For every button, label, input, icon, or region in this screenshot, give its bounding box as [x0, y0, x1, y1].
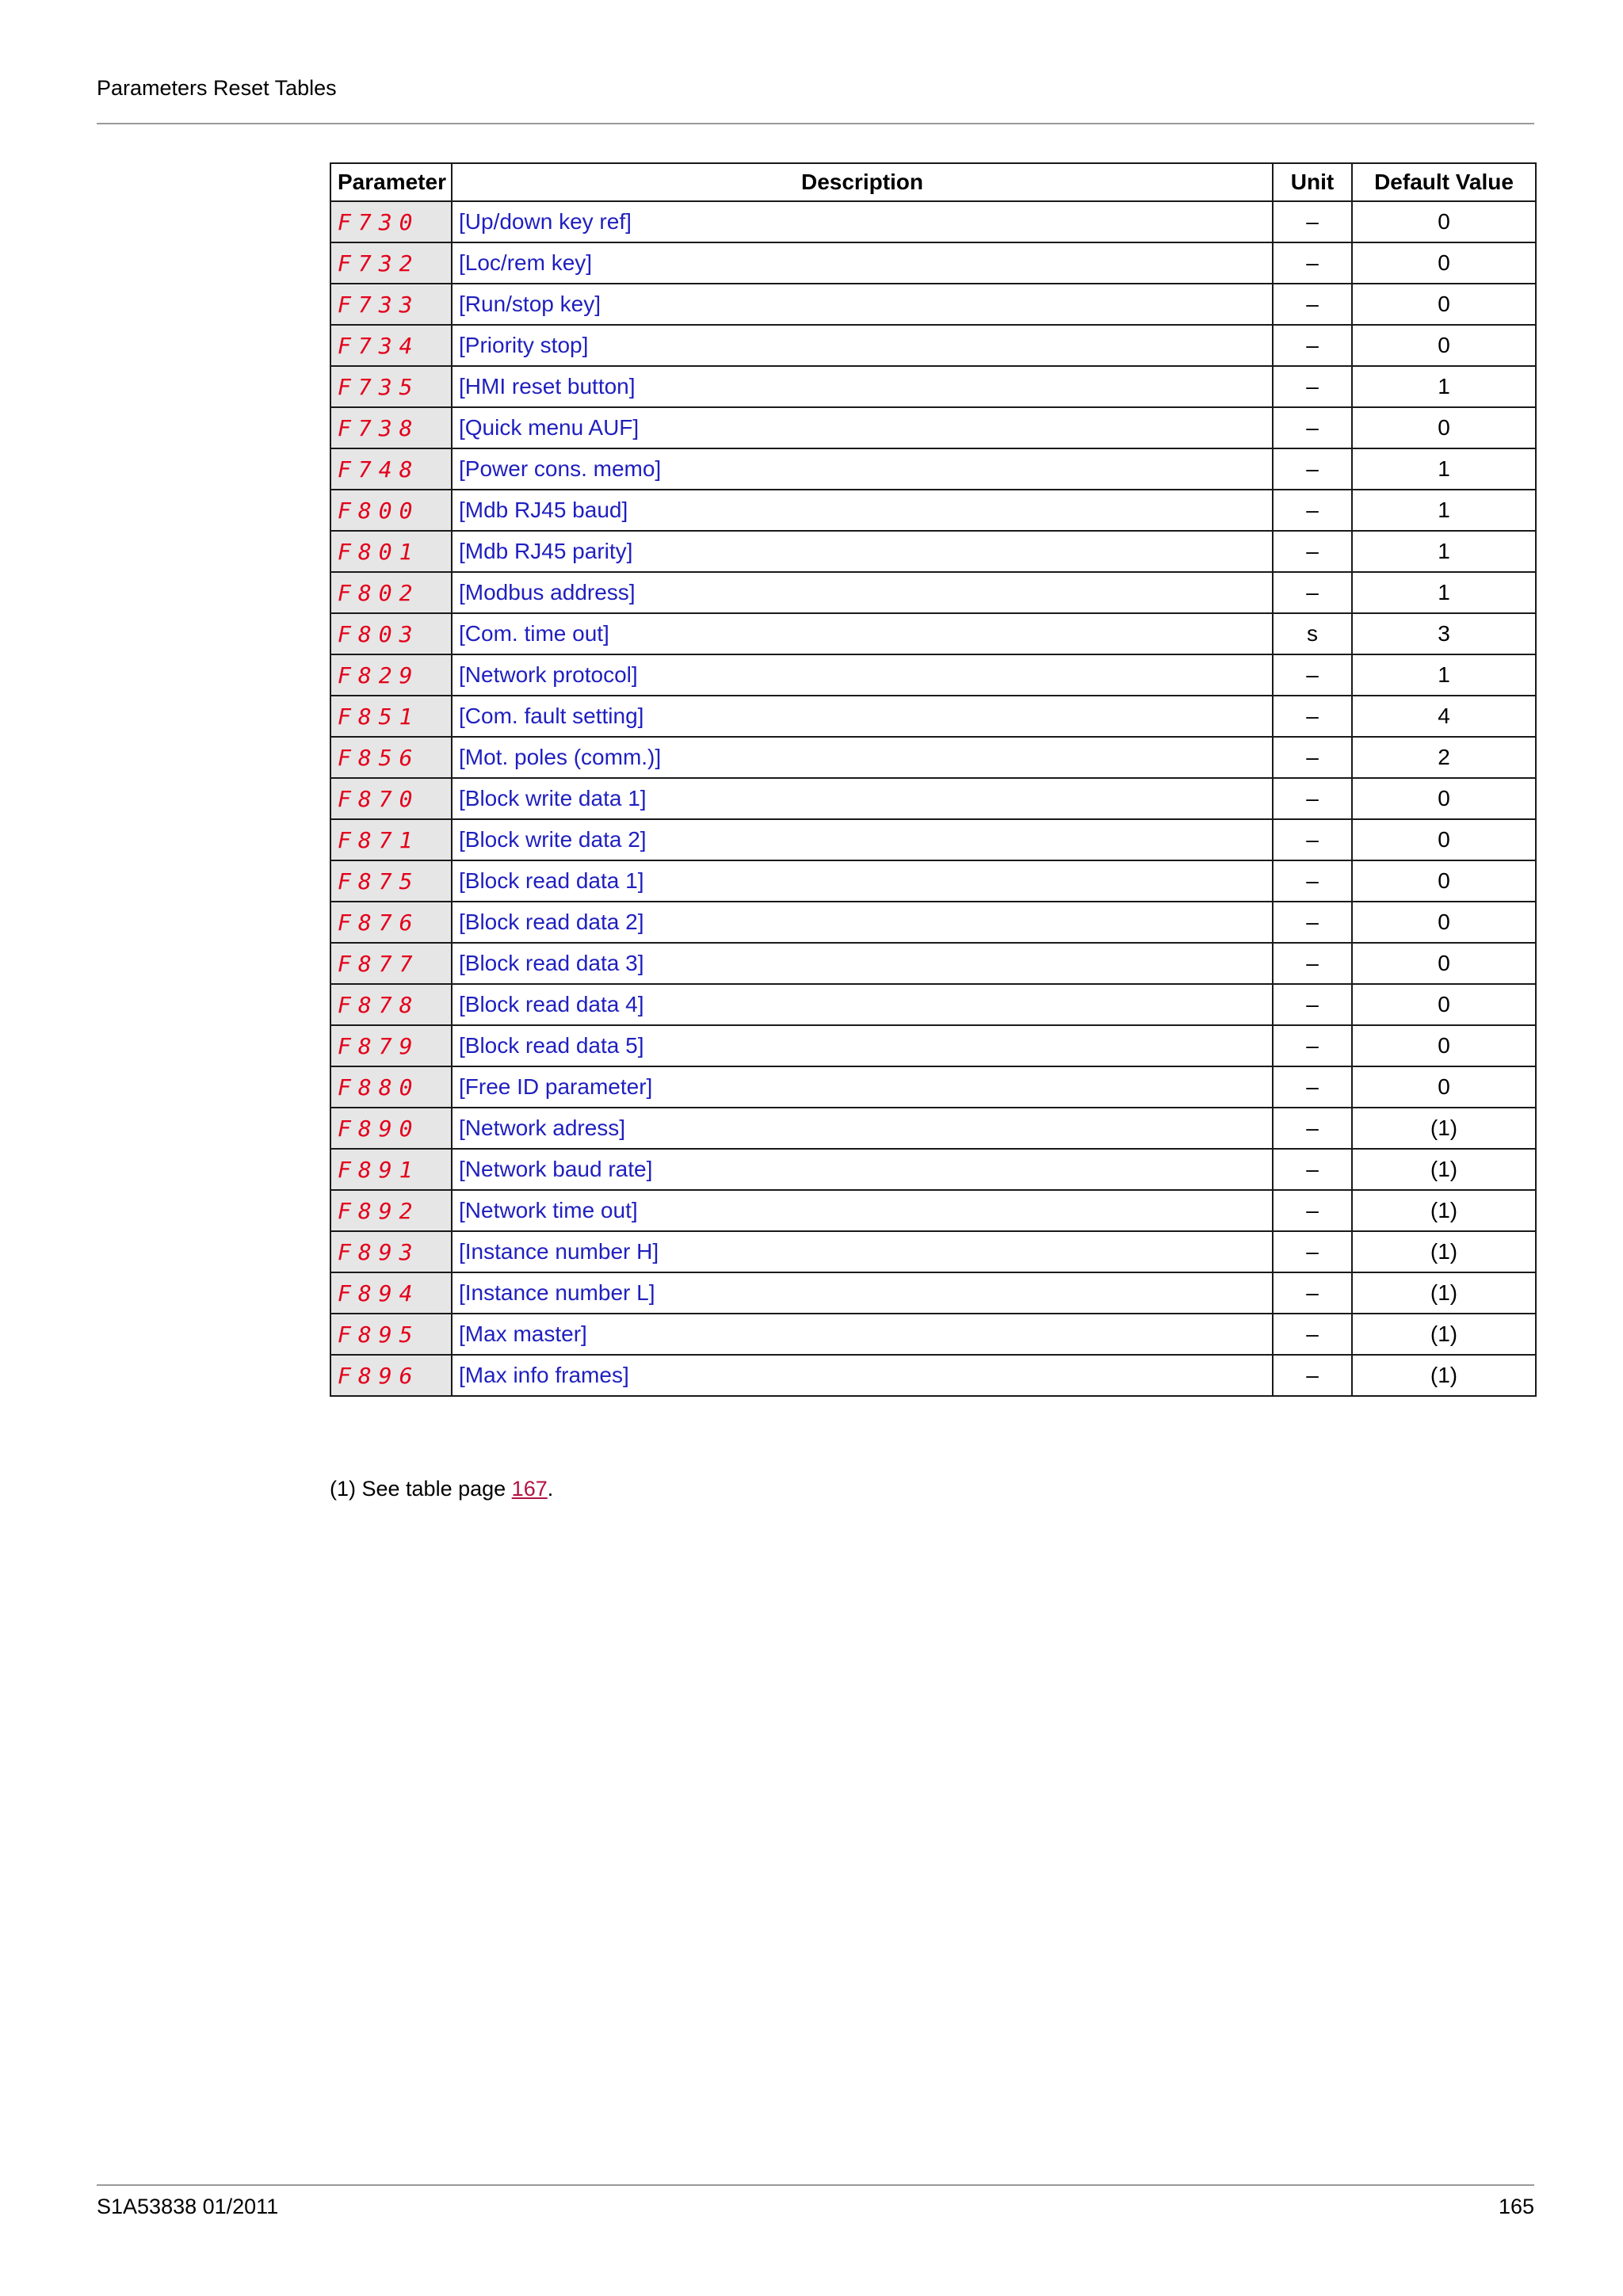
- footnote-suffix: .: [547, 1477, 554, 1501]
- parameter-description-link[interactable]: [Block read data 5]: [452, 1025, 1273, 1066]
- parameter-description-link[interactable]: [HMI reset button]: [452, 366, 1273, 407]
- parameter-unit: –: [1273, 696, 1352, 737]
- table-row: [330, 490, 1536, 531]
- parameter-description-link[interactable]: [Instance number L]: [452, 1272, 1273, 1314]
- table-row: [330, 531, 1536, 572]
- parameter-description-link[interactable]: [Free ID parameter]: [452, 1066, 1273, 1108]
- table-row: [330, 778, 1536, 819]
- parameter-unit: –: [1273, 902, 1352, 943]
- parameter-unit: s: [1273, 613, 1352, 654]
- header-rule: [97, 123, 1534, 124]
- parameter-description-link[interactable]: [Block write data 2]: [452, 819, 1273, 860]
- document-id: S1A53838 01/2011: [97, 2195, 279, 2218]
- parameter-unit: –: [1273, 1190, 1352, 1231]
- parameter-default-value: 0: [1352, 943, 1536, 984]
- table-row: [330, 1108, 1536, 1149]
- parameter-default-value: (1): [1352, 1314, 1536, 1355]
- parameter-code: F829: [330, 654, 452, 696]
- parameter-default-value: 0: [1352, 860, 1536, 902]
- parameter-unit: –: [1273, 531, 1352, 572]
- parameter-unit: –: [1273, 778, 1352, 819]
- parameter-default-value: 0: [1352, 242, 1536, 284]
- table-body: [330, 201, 1536, 1396]
- parameter-unit: –: [1273, 984, 1352, 1025]
- parameter-description-link[interactable]: [Mot. poles (comm.)]: [452, 737, 1273, 778]
- table-row: [330, 1190, 1536, 1231]
- parameter-default-value: (1): [1352, 1272, 1536, 1314]
- parameter-code: F800: [330, 490, 452, 531]
- parameter-code: F801: [330, 531, 452, 572]
- table-row: [330, 1314, 1536, 1355]
- table-row: [330, 613, 1536, 654]
- table-row: [330, 902, 1536, 943]
- parameter-default-value: 0: [1352, 201, 1536, 242]
- parameter-code: F870: [330, 778, 452, 819]
- parameter-code: F738: [330, 407, 452, 448]
- parameter-code: F879: [330, 1025, 452, 1066]
- parameter-code: F892: [330, 1190, 452, 1231]
- parameter-description-link[interactable]: [Modbus address]: [452, 572, 1273, 613]
- parameter-code: F878: [330, 984, 452, 1025]
- parameter-code: F891: [330, 1149, 452, 1190]
- parameter-unit: –: [1273, 490, 1352, 531]
- parameter-unit: –: [1273, 325, 1352, 366]
- parameter-unit: –: [1273, 654, 1352, 696]
- parameter-default-value: 1: [1352, 572, 1536, 613]
- parameter-code: F890: [330, 1108, 452, 1149]
- parameter-code: F856: [330, 737, 452, 778]
- table-row: [330, 654, 1536, 696]
- table-row: [330, 860, 1536, 902]
- footnote: [330, 1475, 553, 1502]
- parameter-unit: –: [1273, 737, 1352, 778]
- parameter-default-value: 0: [1352, 407, 1536, 448]
- parameter-code: F894: [330, 1272, 452, 1314]
- parameter-default-value: (1): [1352, 1190, 1536, 1231]
- parameter-unit: –: [1273, 1231, 1352, 1272]
- parameter-code: F730: [330, 201, 452, 242]
- parameter-default-value: (1): [1352, 1108, 1536, 1149]
- parameter-default-value: 1: [1352, 448, 1536, 490]
- table-row: [330, 366, 1536, 407]
- parameter-code: F802: [330, 572, 452, 613]
- parameter-description-link[interactable]: [Block read data 2]: [452, 902, 1273, 943]
- table-row: [330, 1231, 1536, 1272]
- parameter-code: F748: [330, 448, 452, 490]
- parameter-default-value: 0: [1352, 1025, 1536, 1066]
- page-reference-link[interactable]: 167: [511, 1477, 548, 1501]
- table-row: [330, 242, 1536, 284]
- table-row: [330, 284, 1536, 325]
- parameter-unit: –: [1273, 943, 1352, 984]
- footnote-text: (1) See table page: [330, 1477, 512, 1501]
- parameter-code: F880: [330, 1066, 452, 1108]
- parameter-default-value: (1): [1352, 1149, 1536, 1190]
- parameter-default-value: 1: [1352, 531, 1536, 572]
- parameter-description-link[interactable]: [Block read data 4]: [452, 984, 1273, 1025]
- parameter-unit: –: [1273, 1272, 1352, 1314]
- parameter-code: F895: [330, 1314, 452, 1355]
- parameter-code: F896: [330, 1355, 452, 1396]
- parameter-default-value: 1: [1352, 654, 1536, 696]
- parameter-description-link[interactable]: [Quick menu AUF]: [452, 407, 1273, 448]
- parameter-default-value: 0: [1352, 984, 1536, 1025]
- parameter-default-value: 1: [1352, 366, 1536, 407]
- parameter-code: F875: [330, 860, 452, 902]
- parameter-default-value: 3: [1352, 613, 1536, 654]
- parameter-description-link[interactable]: [Up/down key ref]: [452, 201, 1273, 242]
- table-row: [330, 1149, 1536, 1190]
- column-header-description: Description: [452, 163, 1273, 201]
- table-row: [330, 819, 1536, 860]
- running-header: Parameters Reset Tables: [97, 76, 337, 100]
- parameter-unit: –: [1273, 860, 1352, 902]
- parameter-unit: –: [1273, 572, 1352, 613]
- column-header-parameter: Parameter: [330, 163, 452, 201]
- parameter-unit: –: [1273, 242, 1352, 284]
- parameter-unit: –: [1273, 201, 1352, 242]
- parameter-description-link[interactable]: [Loc/rem key]: [452, 242, 1273, 284]
- parameter-description-link[interactable]: [Network protocol]: [452, 654, 1273, 696]
- parameter-code: F851: [330, 696, 452, 737]
- parameter-unit: –: [1273, 1108, 1352, 1149]
- parameter-description-link[interactable]: [Run/stop key]: [452, 284, 1273, 325]
- parameter-default-value: 0: [1352, 284, 1536, 325]
- table-row: [330, 1066, 1536, 1108]
- parameter-default-value: 0: [1352, 1066, 1536, 1108]
- table-row: [330, 1355, 1536, 1396]
- table-row: [330, 407, 1536, 448]
- parameter-unit: –: [1273, 1149, 1352, 1190]
- table-row: [330, 201, 1536, 242]
- parameter-default-value: 4: [1352, 696, 1536, 737]
- parameter-description-link[interactable]: [Mdb RJ45 baud]: [452, 490, 1273, 531]
- parameter-description-link[interactable]: [Block read data 3]: [452, 943, 1273, 984]
- parameter-default-value: 0: [1352, 902, 1536, 943]
- parameter-default-value: 1: [1352, 490, 1536, 531]
- parameter-description-link[interactable]: [Network baud rate]: [452, 1149, 1273, 1190]
- parameter-unit: –: [1273, 1025, 1352, 1066]
- parameter-unit: –: [1273, 407, 1352, 448]
- parameter-default-value: 2: [1352, 737, 1536, 778]
- parameter-default-value: 0: [1352, 778, 1536, 819]
- parameter-unit: –: [1273, 1355, 1352, 1396]
- parameter-description-link[interactable]: [Block write data 1]: [452, 778, 1273, 819]
- table-row: [330, 325, 1536, 366]
- parameter-unit: –: [1273, 1314, 1352, 1355]
- parameter-default-value: (1): [1352, 1231, 1536, 1272]
- table-row: [330, 1272, 1536, 1314]
- parameter-code: F734: [330, 325, 452, 366]
- parameter-description-link[interactable]: [Max master]: [452, 1314, 1273, 1355]
- parameter-description-link[interactable]: [Com. fault setting]: [452, 696, 1273, 737]
- parameter-description-link[interactable]: [Network time out]: [452, 1190, 1273, 1231]
- parameter-description-link[interactable]: [Priority stop]: [452, 325, 1273, 366]
- parameter-code: F877: [330, 943, 452, 984]
- parameter-unit: –: [1273, 819, 1352, 860]
- footer-rule: [97, 2184, 1534, 2186]
- column-header-default-value: Default Value: [1352, 163, 1536, 201]
- parameter-code: F732: [330, 242, 452, 284]
- table-row: [330, 737, 1536, 778]
- parameter-unit: –: [1273, 284, 1352, 325]
- parameter-unit: –: [1273, 448, 1352, 490]
- table-row: [330, 984, 1536, 1025]
- parameter-description-link[interactable]: [Power cons. memo]: [452, 448, 1273, 490]
- parameter-description-link[interactable]: [Instance number H]: [452, 1231, 1273, 1272]
- table-row: [330, 696, 1536, 737]
- table-row: [330, 943, 1536, 984]
- parameter-code: F871: [330, 819, 452, 860]
- parameter-description-link[interactable]: [Network adress]: [452, 1108, 1273, 1149]
- parameter-description-link[interactable]: [Max info frames]: [452, 1355, 1273, 1396]
- parameter-code: F876: [330, 902, 452, 943]
- parameter-code: F893: [330, 1231, 452, 1272]
- parameter-description-link[interactable]: [Com. time out]: [452, 613, 1273, 654]
- parameter-code: F735: [330, 366, 452, 407]
- table-header-row: [330, 163, 1536, 201]
- parameters-table: [330, 162, 1537, 1397]
- page-number: 165: [1498, 2195, 1534, 2218]
- column-header-unit: Unit: [1273, 163, 1352, 201]
- table-row: [330, 448, 1536, 490]
- parameter-default-value: (1): [1352, 1355, 1536, 1396]
- parameter-unit: –: [1273, 366, 1352, 407]
- parameter-code: F803: [330, 613, 452, 654]
- parameter-default-value: 0: [1352, 819, 1536, 860]
- parameter-default-value: 0: [1352, 325, 1536, 366]
- table-row: [330, 572, 1536, 613]
- parameter-code: F733: [330, 284, 452, 325]
- parameter-description-link[interactable]: [Mdb RJ45 parity]: [452, 531, 1273, 572]
- parameter-unit: –: [1273, 1066, 1352, 1108]
- table-row: [330, 1025, 1536, 1066]
- parameter-description-link[interactable]: [Block read data 1]: [452, 860, 1273, 902]
